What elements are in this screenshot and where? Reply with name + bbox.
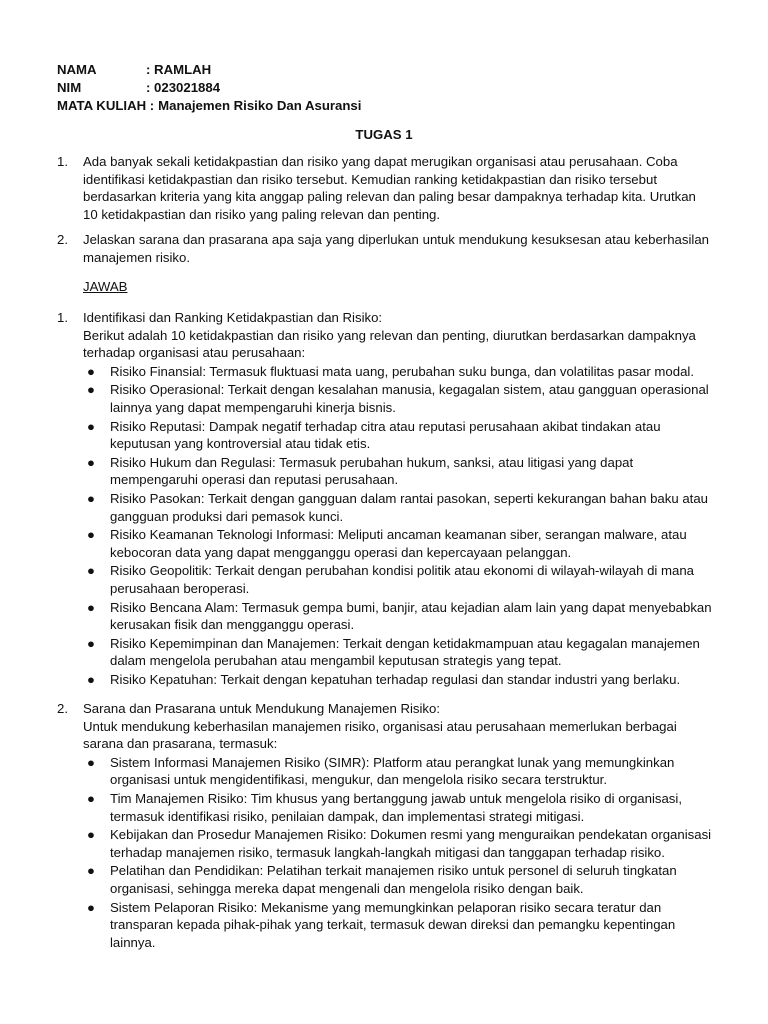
answer-number: 1.	[57, 310, 68, 325]
bullet-icon: ●	[87, 790, 95, 806]
course-row	[57, 97, 361, 115]
list-item: ● Risiko Operasional: Terkait dengan kesalahan manusia, kegagalan sistem, atau gangguan operasional lainnya yang dapat mempengaruhi kinerja bisnis.	[87, 382, 709, 415]
question-1	[57, 153, 709, 223]
course-value: Manajemen Risiko Dan Asuransi	[158, 98, 362, 113]
list-item: ● Risiko Kepemimpinan dan Manajemen: Terkait dengan ketidakmampuan atau kegagalan manajemen dalam mengelola perubahan atau mengambil keputusan strategis yang tepat.	[87, 635, 700, 669]
bullet-icon: ●	[87, 827, 95, 843]
bullet-icon: ●	[87, 454, 95, 470]
nim-row	[57, 79, 221, 97]
name-label: NAMA	[57, 62, 97, 77]
list-item: ● Risiko Kepatuhan: Terkait dengan kepatuhan terhadap regulasi dan standar industri yang berlaku.	[87, 671, 681, 687]
page-title: TUGAS 1	[355, 127, 413, 142]
name-row	[57, 61, 212, 79]
answer-1-list	[83, 363, 717, 689]
list-item: ● Kebijakan dan Prosedur Manajemen Risiko: Dokumen resmi yang menguraikan pendekatan organisasi terhadap manajemen risiko, termasuk langkah-langkah mitigasi dan tanggapan terhadap risiko.	[87, 827, 712, 860]
bullet-icon: ●	[87, 563, 95, 579]
bullet-icon: ●	[87, 671, 95, 687]
bullet-icon: ●	[87, 418, 95, 434]
list-item: ● Risiko Hukum dan Regulasi: Termasuk perubahan hukum, sanksi, atau litigasi yang dapat mempengaruhi operasi dan reputasi perusahaan.	[87, 454, 634, 488]
answer-2	[57, 700, 717, 951]
list-item: ● Risiko Geopolitik: Terkait dengan perubahan kondisi politik atau ekonomi di wilayah-wilayah di mana perusahaan beroperasi.	[87, 563, 694, 596]
nim-label: NIM	[57, 80, 82, 95]
list-item: ● Sistem Pelaporan Risiko: Mekanisme yang memungkinkan pelaporan risiko secara teratur dan transparan kepada pihak-pihak yang terkait, termasuk dewan direksi dan pemangku kepentingan lainnya.	[87, 899, 676, 950]
list-item: ● Risiko Reputasi: Dampak negatif terhadap citra atau reputasi perusahaan akibat tindakan atau keputusan yang kontroversial atau tidak etis.	[87, 418, 661, 452]
list-item: ● Risiko Bencana Alam: Termasuk gempa bumi, banjir, atau kejadian alam lain yang dapat menyebabkan kerusakan fisik dan mengganggu operasi.	[87, 599, 712, 633]
bullet-icon: ●	[87, 599, 95, 615]
bullet-icon: ●	[87, 899, 95, 915]
question-text: Jelaskan sarana dan prasarana apa saja yang diperlukan untuk mendukung kesuksesan atau keberhasilan manajemen risiko.	[83, 232, 709, 265]
list-item: ● Tim Manajemen Risiko: Tim khusus yang bertanggung jawab untuk mengelola risiko di organisasi, termasuk identifikasi risiko, penilaian dampak, dan implementasi strategi mitigasi.	[87, 790, 682, 824]
answer-heading: Sarana dan Prasarana untuk Mendukung Manajemen Risiko:	[83, 701, 441, 716]
list-item: ● Risiko Keamanan Teknologi Informasi: Meliputi ancaman keamanan siber, serangan malware, atau kebocoran data yang dapat mengganggu operasi dan kepercayaan pelanggan.	[87, 527, 687, 560]
list-item: ● Pelatihan dan Pendidikan: Pelatihan terkait manajemen risiko untuk personel di seluruh tingkatan organisasi, sehingga mereka dapat mengenali dan mengelola risiko dengan baik.	[87, 863, 677, 896]
name-value: : RAMLAH	[146, 62, 212, 77]
answer-intro: Berikut adalah 10 ketidakpastian dan risiko yang relevan dan penting, diurutkan berdasarkan dampaknya terhadap organisasi atau perusahaan:	[83, 327, 696, 361]
question-number: 2.	[57, 232, 68, 247]
answer-1	[57, 309, 717, 688]
answer-heading: Identifikasi dan Ranking Ketidakpastian dan Risiko:	[83, 310, 383, 325]
list-item: ● Risiko Pasokan: Terkait dengan gangguan dalam rantai pasokan, seperti kekurangan bahan baku atau gangguan produksi dari pemasok kunci.	[87, 490, 709, 524]
bullet-icon: ●	[87, 635, 95, 651]
course-label: MATA KULIAH :	[57, 98, 155, 113]
list-item: ● Sistem Informasi Manajemen Risiko (SIMR): Platform atau perangkat lunak yang memungkinkan organisasi untuk mengidentifikasi, mengukur, dan mengelola risiko secara terstruktur.	[87, 754, 675, 788]
question-2	[57, 231, 709, 266]
bullet-icon: ●	[87, 863, 95, 879]
bullet-icon: ●	[87, 490, 95, 506]
bullet-icon: ●	[87, 382, 95, 398]
list-item: ● Risiko Finansial: Termasuk fluktuasi mata uang, perubahan suku bunga, dan volatilitas pasar modal.	[87, 363, 694, 379]
nim-value: : 023021884	[146, 80, 221, 95]
answer-number: 2.	[57, 701, 68, 716]
bullet-icon: ●	[87, 363, 95, 379]
answer-intro: Untuk mendukung keberhasilan manajemen risiko, organisasi atau perusahaan memerlukan berbagai sarana dan prasarana, termasuk:	[83, 718, 677, 752]
bullet-icon: ●	[87, 527, 95, 543]
answer-2-list	[83, 754, 717, 952]
question-text: Ada banyak sekali ketidakpastian dan risiko yang dapat merugikan organisasi atau perusahaan. Coba identifikasi ketidakpastian dan risiko tersebut. Kemudian ranking ketidakpastian dan risiko tersebut berdasarkan kriteria yang kita anggap paling relevan dan paling besar dampaknya terhadap kita. Urutkan 10 ketidakpastian dan risiko yang paling relevan dan penting.	[83, 154, 696, 222]
question-number: 1.	[57, 154, 68, 169]
answer-label: JAWAB	[83, 279, 128, 294]
bullet-icon: ●	[87, 754, 95, 770]
